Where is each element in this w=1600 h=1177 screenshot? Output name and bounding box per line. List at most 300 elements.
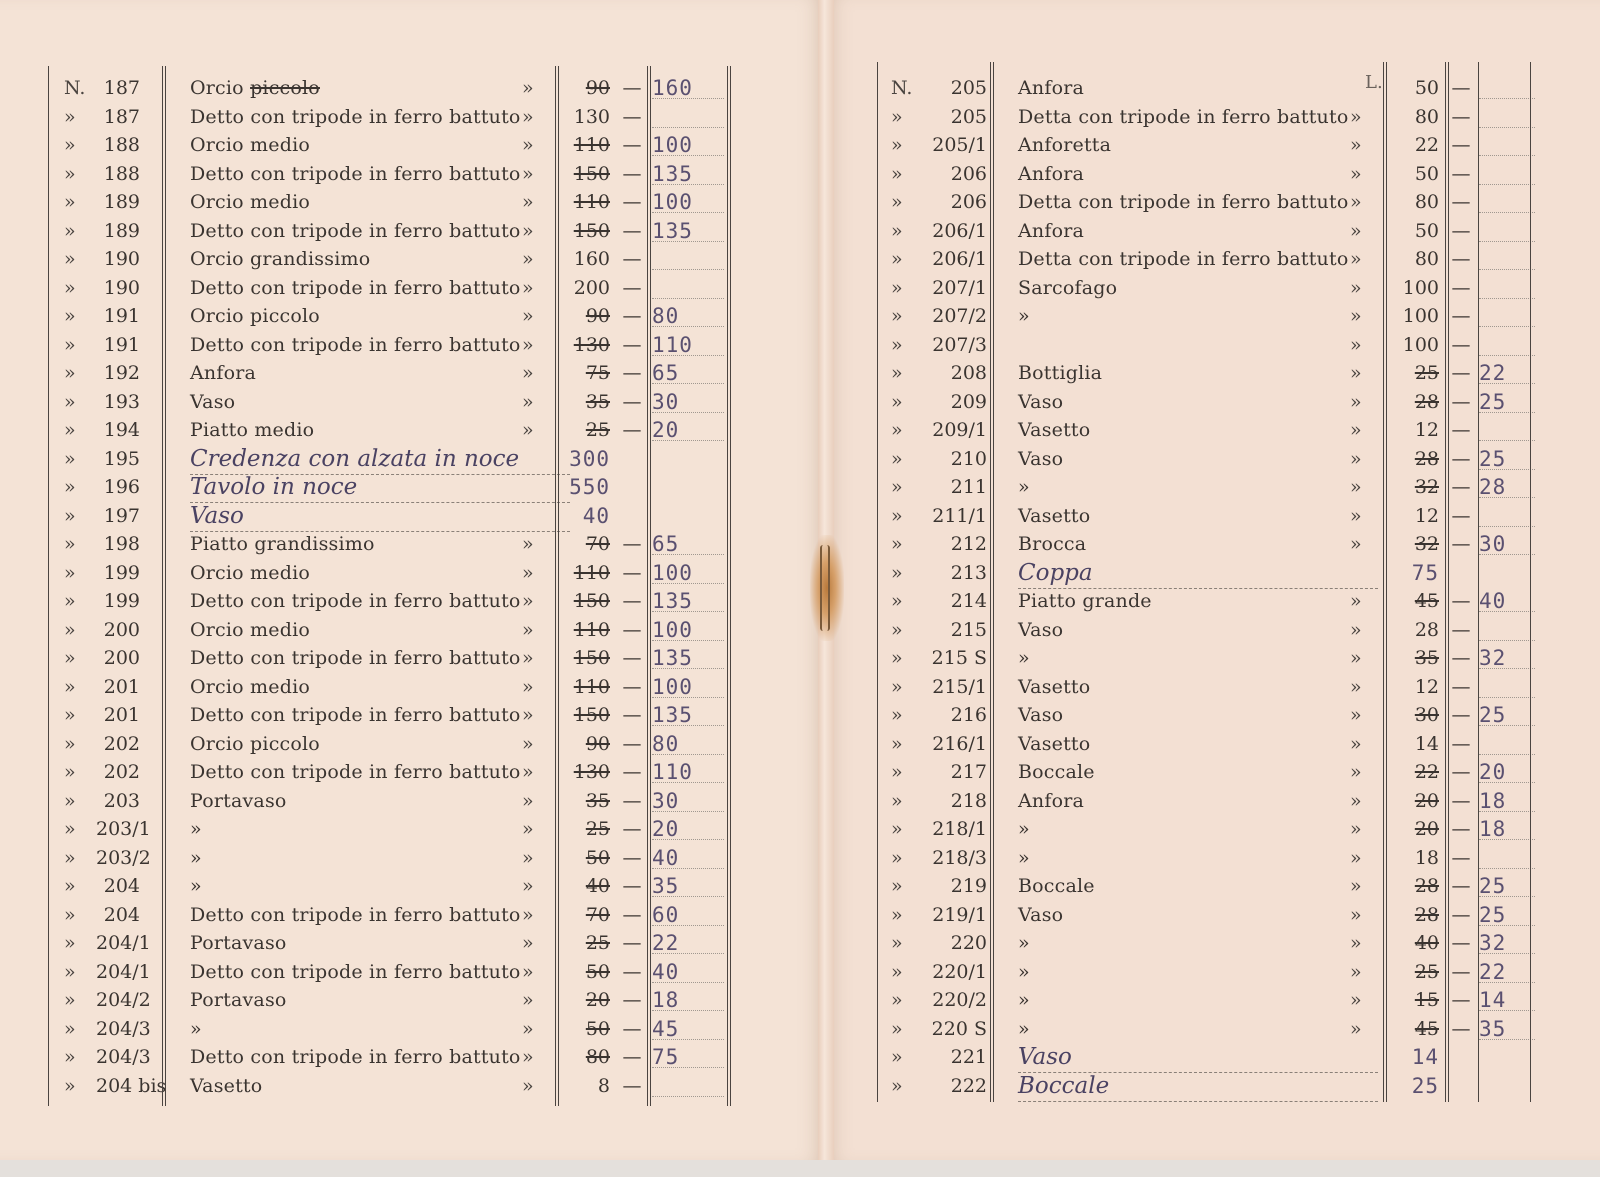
item-number: 220 S (931, 1017, 987, 1040)
dotted-rule (652, 416, 724, 441)
dotted-rule (1479, 188, 1535, 213)
item-number: 221 (950, 1046, 987, 1068)
catalog-row (825, 1072, 1600, 1101)
item-name: Orcio medio (190, 134, 310, 156)
item-name: Detto con tripode in ferro battuto (190, 105, 521, 128)
item-number: 216/1 (932, 732, 987, 755)
item-prefix: » (891, 533, 903, 555)
item-name: Boccale (1018, 875, 1095, 897)
dotted-rule (1479, 359, 1535, 384)
catalog-row (0, 673, 825, 702)
staple-icon (820, 545, 830, 631)
handwritten-reduced-price: 80 (652, 731, 680, 756)
item-name: Detto con tripode in ferro battuto (190, 960, 521, 983)
handwritten-reduced-price: 135 (652, 218, 693, 243)
ditto-mark: » (522, 276, 534, 299)
item-number: 197 (103, 504, 140, 527)
dotted-rule (652, 245, 724, 270)
item-prefix: » (891, 476, 903, 498)
ditto-mark: » (1350, 903, 1362, 926)
ditto-mark: » (1350, 305, 1362, 327)
dash-separator: — (1451, 134, 1471, 156)
column-rule (650, 66, 651, 1106)
printed-price: 35 (585, 789, 610, 812)
dotted-rule (1479, 445, 1535, 470)
dash-separator: — (622, 77, 642, 99)
catalog-row (0, 929, 825, 958)
printed-price: 150 (573, 219, 610, 242)
item-name: » (190, 875, 202, 897)
ditto-mark: » (1350, 419, 1362, 441)
dotted-rule (1479, 530, 1535, 555)
printed-price: 22 (1414, 134, 1439, 156)
item-prefix: » (891, 276, 903, 299)
catalog-row (0, 331, 825, 360)
handwritten-reduced-price: 40 (652, 845, 680, 870)
handwritten-price: 550 (569, 475, 610, 499)
printed-price: 150 (573, 647, 610, 669)
item-name (190, 74, 320, 103)
catalog-row (0, 1043, 825, 1072)
item-name: Orcio piccolo (190, 305, 320, 327)
printed-price: 45 (1414, 590, 1439, 612)
column-rule (647, 66, 648, 1106)
dotted-rule (1479, 302, 1535, 327)
printed-price: 160 (573, 248, 610, 270)
handwritten-reduced-price: 135 (652, 703, 693, 727)
column-rule (162, 66, 163, 1106)
item-name: Detta con tripode in ferro battuto (1018, 248, 1349, 270)
handwritten-reduced-price: 110 (652, 760, 693, 784)
item-name: Anfora (1018, 789, 1085, 812)
item-name: Portavaso (190, 789, 287, 812)
handwritten-reduced-price: 60 (652, 902, 680, 927)
dash-separator: — (622, 989, 642, 1011)
dash-separator: — (622, 590, 642, 612)
printed-price: 130 (573, 333, 610, 356)
dash-separator: — (1451, 732, 1471, 755)
dotted-rule (652, 559, 724, 584)
item-prefix: » (891, 219, 903, 242)
printed-price: 12 (1414, 675, 1439, 698)
dotted-rule (652, 815, 724, 840)
column-rule (1383, 62, 1384, 1102)
item-number: 206/1 (932, 219, 987, 242)
printed-price: 28 (1414, 447, 1439, 470)
printed-price: 110 (573, 134, 610, 156)
item-number: 189 (103, 219, 140, 242)
dash-separator: — (622, 191, 642, 213)
item-prefix: » (64, 419, 76, 441)
dash-separator: — (1451, 533, 1471, 555)
dash-separator: — (1451, 248, 1471, 270)
item-prefix: » (891, 105, 903, 128)
catalog-row (0, 302, 825, 331)
item-prefix: » (64, 504, 76, 527)
dash-separator: — (622, 390, 642, 413)
dash-separator: — (622, 219, 642, 242)
handwritten-reduced-price: 65 (652, 532, 680, 556)
item-prefix: » (891, 590, 903, 612)
item-prefix: » (891, 504, 903, 527)
table-border-left (877, 62, 878, 1102)
dotted-rule (1479, 331, 1535, 356)
catalog-row (0, 416, 825, 445)
ditto-mark: » (522, 846, 534, 869)
dash-separator: — (622, 162, 642, 185)
dash-separator: — (622, 248, 642, 270)
item-number: 191 (103, 305, 140, 327)
catalog-row (0, 359, 825, 388)
catalog-row (825, 958, 1600, 987)
dotted-rule (652, 701, 724, 726)
handwritten-reduced-price: 20 (652, 817, 680, 841)
dotted-rule (1479, 587, 1535, 612)
catalog-row (825, 274, 1600, 303)
dash-separator: — (1451, 276, 1471, 299)
dotted-rule (652, 530, 724, 555)
item-number: 192 (103, 362, 140, 384)
item-prefix: » (64, 960, 76, 983)
catalog-row (0, 274, 825, 303)
dash-separator: — (1451, 818, 1471, 840)
catalog-row (825, 730, 1600, 759)
handwritten-reduced-price: 25 (1479, 389, 1507, 414)
dash-separator: — (622, 362, 642, 384)
item-name: Anfora (1018, 219, 1085, 242)
handwritten-item-name: Boccale (1018, 1072, 1378, 1102)
dotted-rule (652, 1072, 724, 1097)
handwritten-price: 40 (582, 503, 610, 528)
handwritten-reduced-price: 22 (652, 931, 680, 955)
item-prefix: » (64, 647, 76, 669)
dash-separator: — (1451, 191, 1471, 213)
column-rule (1478, 62, 1479, 1102)
item-number: 203 (103, 789, 140, 812)
item-prefix: » (64, 989, 76, 1011)
handwritten-reduced-price: 18 (1479, 788, 1507, 813)
dash-separator: — (622, 903, 642, 926)
item-number: 218/3 (932, 846, 987, 869)
catalog-row (825, 644, 1600, 673)
item-prefix: » (891, 618, 903, 641)
item-prefix: » (891, 818, 903, 840)
item-prefix: » (64, 903, 76, 926)
item-name: » (1018, 960, 1030, 983)
handwritten-price: 300 (569, 446, 610, 471)
item-prefix: » (891, 248, 903, 270)
catalog-row (0, 815, 825, 844)
handwritten-price: 25 (1411, 1073, 1439, 1098)
handwritten-reduced-price: 110 (652, 332, 693, 357)
catalog-row (0, 473, 825, 502)
handwritten-price: 75 (1411, 560, 1439, 585)
printed-price: 32 (1414, 533, 1439, 555)
dotted-rule (1479, 131, 1535, 156)
dash-separator: — (1451, 704, 1471, 726)
catalog-row (825, 103, 1600, 132)
catalog-row (0, 502, 825, 531)
item-prefix: » (891, 903, 903, 926)
item-prefix: N. (891, 77, 913, 99)
item-name: Vasetto (190, 1074, 263, 1097)
item-number: 205 (950, 77, 987, 99)
item-name: Detto con tripode in ferro battuto (190, 647, 521, 669)
item-number: 195 (103, 447, 140, 470)
ditto-mark: » (522, 1046, 534, 1068)
ditto-mark: » (522, 932, 534, 954)
column-rule (993, 62, 994, 1102)
dotted-rule (652, 872, 724, 897)
handwritten-reduced-price: 25 (1479, 703, 1507, 727)
item-prefix: » (891, 333, 903, 356)
ditto-mark: » (1350, 248, 1362, 270)
dotted-rule (652, 331, 724, 356)
catalog-row (0, 160, 825, 189)
printed-price: 90 (585, 77, 610, 99)
item-name: Anforetta (1018, 134, 1112, 156)
item-number: 194 (103, 419, 140, 441)
ditto-mark: » (1350, 590, 1362, 612)
item-number: 216 (950, 704, 987, 726)
item-number: 218 (950, 789, 987, 812)
item-prefix: » (64, 1074, 76, 1097)
printed-price: 80 (1414, 191, 1439, 213)
handwritten-reduced-price: 18 (1479, 817, 1507, 841)
ditto-mark: » (522, 390, 534, 413)
handwritten-reduced-price: 100 (652, 190, 693, 214)
dash-separator: — (1451, 960, 1471, 983)
ditto-mark: » (522, 704, 534, 726)
dash-separator: — (622, 647, 642, 669)
handwritten-reduced-price: 25 (1479, 446, 1507, 471)
printed-price: 28 (1414, 390, 1439, 413)
item-name: Detto con tripode in ferro battuto (190, 276, 521, 299)
dash-separator: — (622, 818, 642, 840)
dotted-rule (1479, 502, 1535, 527)
item-prefix: » (64, 732, 76, 755)
item-name: Detta con tripode in ferro battuto (1018, 105, 1349, 128)
ditto-mark: » (1350, 761, 1362, 783)
ditto-mark: » (1350, 1017, 1362, 1040)
dash-separator: — (1451, 903, 1471, 926)
ditto-mark: » (522, 333, 534, 356)
ditto-mark: » (1350, 219, 1362, 242)
item-prefix: » (64, 1017, 76, 1040)
item-name: Vasetto (1018, 504, 1091, 527)
handwritten-reduced-price: 40 (1479, 589, 1507, 613)
item-number: 207/2 (932, 305, 987, 327)
ditto-mark: » (522, 1074, 534, 1097)
handwritten-reduced-price: 80 (652, 304, 680, 328)
ditto-mark: » (522, 533, 534, 555)
ditto-mark: » (522, 818, 534, 840)
item-name: » (190, 818, 202, 840)
item-name: Detto con tripode in ferro battuto (190, 1046, 521, 1068)
item-prefix: » (64, 191, 76, 213)
item-number: 209/1 (932, 419, 987, 441)
printed-price: 20 (1414, 818, 1439, 840)
item-prefix: » (891, 305, 903, 327)
ditto-mark: » (522, 647, 534, 669)
catalog-row (0, 701, 825, 730)
dotted-rule (652, 359, 724, 384)
dash-separator: — (1451, 419, 1471, 441)
item-number: 211/1 (932, 504, 987, 527)
handwritten-reduced-price: 35 (1479, 1016, 1507, 1041)
ditto-mark: » (1350, 932, 1362, 954)
catalog-row (0, 986, 825, 1015)
item-prefix: » (64, 105, 76, 128)
dotted-rule (1479, 901, 1535, 926)
catalog-row (0, 103, 825, 132)
dotted-rule (1479, 388, 1535, 413)
item-name: Detto con tripode in ferro battuto (190, 162, 521, 185)
item-number: 203/1 (96, 818, 151, 840)
dash-separator: — (622, 732, 642, 755)
handwritten-reduced-price: 100 (652, 133, 693, 157)
item-prefix: » (64, 818, 76, 840)
item-prefix: » (891, 191, 903, 213)
item-number: 206 (950, 191, 987, 213)
dotted-rule (652, 787, 724, 812)
item-number: 220 (950, 932, 987, 954)
item-name: Boccale (1018, 761, 1095, 783)
item-number: 202 (103, 761, 140, 783)
printed-price: 110 (573, 618, 610, 641)
ditto-mark: » (522, 875, 534, 897)
dash-separator: — (1451, 590, 1471, 612)
item-number: 198 (103, 533, 140, 555)
item-prefix: » (891, 761, 903, 783)
catalog-row (825, 302, 1600, 331)
dash-separator: — (1451, 846, 1471, 869)
handwritten-price: 14 (1411, 1045, 1439, 1069)
ditto-mark: » (1350, 105, 1362, 128)
item-number: 212 (950, 533, 987, 555)
handwritten-reduced-price: 100 (652, 560, 693, 585)
dash-separator: — (1451, 476, 1471, 498)
dash-separator: — (1451, 447, 1471, 470)
item-name: » (1018, 846, 1030, 869)
handwritten-reduced-price: 30 (1479, 532, 1507, 556)
dotted-rule (652, 103, 724, 128)
item-name: » (1018, 476, 1030, 498)
catalog-row (825, 701, 1600, 730)
printed-price: 28 (1414, 618, 1439, 641)
ditto-mark: » (522, 162, 534, 185)
handwritten-reduced-price: 30 (652, 788, 680, 813)
catalog-row (0, 644, 825, 673)
catalog-row (0, 245, 825, 274)
catalog-row (0, 787, 825, 816)
printed-price: 130 (573, 105, 610, 128)
printed-price: 25 (585, 818, 610, 840)
item-prefix: » (64, 447, 76, 470)
dotted-rule (652, 616, 724, 641)
ditto-mark: » (1350, 846, 1362, 869)
ditto-mark: » (1350, 134, 1362, 156)
item-name: » (190, 1017, 202, 1040)
dash-separator: — (622, 789, 642, 812)
column-rule (555, 66, 556, 1106)
item-name: Orcio medio (190, 675, 310, 698)
item-name: Vasetto (1018, 732, 1091, 755)
item-name: Vaso (1018, 704, 1064, 726)
catalog-row (825, 616, 1600, 645)
ditto-mark: » (522, 1017, 534, 1040)
dash-separator: — (622, 704, 642, 726)
ditto-mark: » (522, 77, 534, 99)
dash-separator: — (1451, 1017, 1471, 1040)
dotted-rule (1479, 787, 1535, 812)
ditto-mark: » (522, 219, 534, 242)
catalog-row (825, 160, 1600, 189)
ditto-mark: » (522, 419, 534, 441)
catalog-row (825, 131, 1600, 160)
catalog-row (825, 530, 1600, 559)
ditto-mark: » (1350, 362, 1362, 384)
item-name: Orcio grandissimo (190, 248, 371, 270)
ditto-mark: » (522, 618, 534, 641)
item-name: Detta con tripode in ferro battuto (1018, 191, 1349, 213)
item-prefix: » (891, 1046, 903, 1068)
dotted-rule (652, 160, 724, 185)
item-prefix: » (64, 162, 76, 185)
item-prefix: » (891, 1074, 903, 1097)
dash-separator: — (622, 276, 642, 299)
printed-price: 50 (585, 960, 610, 983)
dotted-rule (652, 844, 724, 869)
printed-price: 22 (1414, 761, 1439, 783)
handwritten-reduced-price: 30 (652, 389, 680, 414)
printed-price: 70 (585, 903, 610, 926)
catalog-row (0, 730, 825, 759)
ditto-mark: » (522, 561, 534, 584)
printed-price: 100 (1402, 276, 1439, 299)
item-prefix: » (891, 390, 903, 413)
item-prefix: » (891, 675, 903, 698)
catalog-row (825, 245, 1600, 274)
item-number: 215/1 (932, 675, 987, 698)
dotted-rule (1479, 616, 1535, 641)
catalog-row (825, 929, 1600, 958)
column-rule (1530, 62, 1531, 1102)
table-border-right (730, 66, 731, 1106)
catalog-row (0, 872, 825, 901)
item-prefix: » (891, 875, 903, 897)
printed-price: 20 (1414, 789, 1439, 812)
item-number: 204 bis (96, 1074, 167, 1097)
printed-price: 12 (1414, 419, 1439, 441)
item-name: Sarcofago (1018, 276, 1118, 299)
dotted-rule (1479, 1015, 1535, 1040)
catalog-row (825, 587, 1600, 616)
item-prefix: » (64, 875, 76, 897)
catalog-row (825, 473, 1600, 502)
dotted-rule (652, 74, 724, 99)
item-number: 217 (950, 761, 987, 783)
dotted-rule (1479, 872, 1535, 897)
item-number: 199 (103, 590, 140, 612)
catalog-row (825, 359, 1600, 388)
item-prefix: » (891, 162, 903, 185)
item-number: 206/1 (932, 248, 987, 270)
item-number: 220/2 (932, 989, 987, 1011)
printed-price: 110 (573, 675, 610, 698)
dotted-rule (1479, 644, 1535, 669)
item-name: Vasetto (1018, 419, 1091, 441)
